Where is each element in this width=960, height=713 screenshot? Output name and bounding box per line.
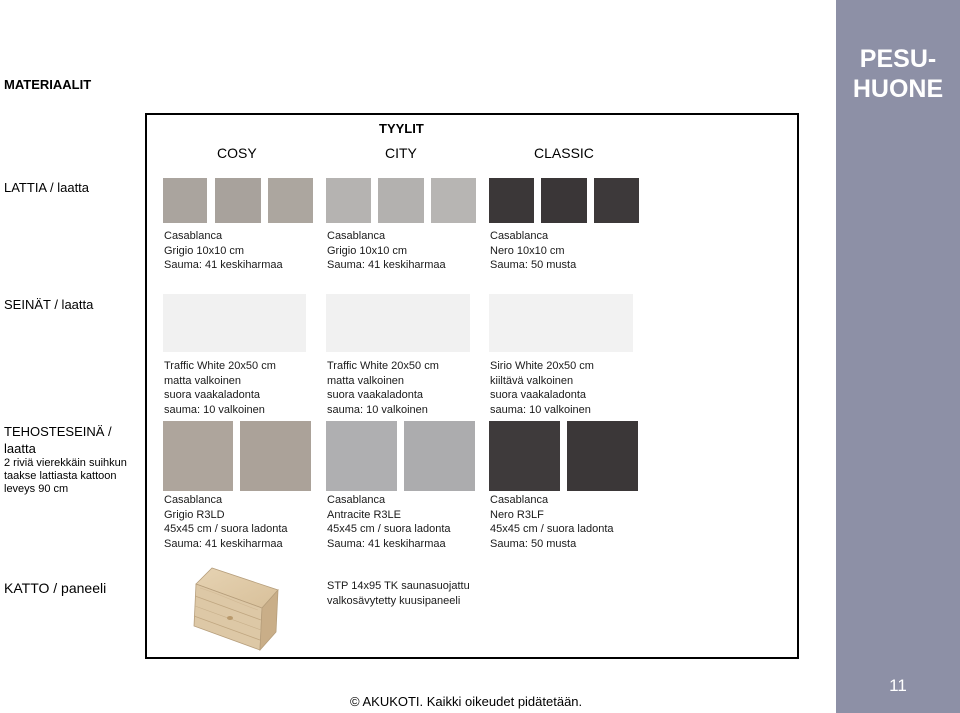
tile-grigio-10x10-city — [431, 178, 476, 223]
section-title-line1: PESU- — [859, 45, 937, 73]
accent-desc-cosy — [164, 493, 288, 551]
accent-desc-city — [327, 493, 451, 551]
row-label-accent-line1: TEHOSTESEINÄ / — [4, 424, 112, 439]
page-number: 11 — [889, 676, 907, 695]
floor-desc-city — [327, 229, 446, 273]
desc-line: valkosävytetty kuusipaneeli — [327, 594, 461, 607]
tile-grigio-10x10 — [268, 178, 313, 223]
tile-antracite-45x45 — [404, 421, 475, 491]
wall-desc-city — [327, 359, 439, 417]
desc-line: Sauma: 50 musta — [490, 259, 577, 271]
ceiling-desc — [327, 579, 470, 608]
section-title — [836, 44, 960, 104]
desc-line: suora vaakaladonta — [490, 389, 587, 401]
desc-line: Casablanca — [490, 494, 549, 506]
tile-grigio-45x45 — [163, 421, 233, 491]
tile-nero-10x10 — [594, 178, 639, 223]
desc-line: Grigio 10x10 cm — [327, 244, 408, 257]
desc-line: sauma: 10 valkoinen — [490, 403, 591, 416]
desc-line: Casablanca — [327, 230, 386, 242]
desc-line: suora vaakaladonta — [327, 389, 424, 401]
desc-line: STP 14x95 TK saunasuojattu — [327, 580, 470, 592]
desc-line: 45x45 cm / suora ladonta — [327, 523, 451, 535]
desc-line: suora vaakaladonta — [164, 389, 261, 401]
wall-desc-classic — [490, 359, 594, 417]
desc-line: Sauma: 41 keskiharmaa — [327, 537, 446, 550]
tile-traffic-white — [163, 294, 306, 352]
tile-grigio-10x10-city — [326, 178, 371, 223]
desc-line: 45x45 cm / suora ladonta — [164, 523, 288, 535]
accent-note-line: 2 riviä vierekkäin suihkun — [4, 457, 127, 469]
floor-desc-cosy — [164, 229, 283, 273]
desc-line: Sauma: 41 keskiharmaa — [164, 537, 283, 550]
desc-line: Grigio 10x10 cm — [164, 244, 245, 257]
desc-line: Antracite R3LE — [327, 508, 401, 521]
column-city: CITY — [385, 145, 417, 161]
tile-grigio-10x10-city — [378, 178, 424, 223]
column-classic: CLASSIC — [534, 145, 594, 161]
desc-line: Traffic White 20x50 cm — [327, 360, 439, 372]
wall-desc-cosy — [164, 359, 276, 417]
tile-nero-45x45 — [489, 421, 560, 491]
tile-nero-10x10 — [489, 178, 534, 223]
accent-note-line: taakse lattiasta kattoon — [4, 470, 117, 482]
desc-line: Casablanca — [327, 494, 386, 506]
page-heading: MATERIAALIT — [4, 77, 92, 92]
desc-line: Sauma: 41 keskiharmaa — [164, 259, 283, 271]
sidebar-band — [836, 0, 960, 713]
tile-grigio-10x10 — [163, 178, 207, 223]
tile-grigio-10x10 — [215, 178, 261, 223]
floor-desc-classic — [490, 229, 576, 273]
desc-line: Sirio White 20x50 cm — [490, 360, 594, 372]
row-label-ceiling: KATTO / paneeli — [4, 580, 107, 596]
desc-line: Casablanca — [490, 230, 549, 242]
desc-line: matta valkoinen — [327, 374, 405, 387]
styles-title: TYYLIT — [379, 121, 424, 136]
desc-line: kiiltävä valkoinen — [490, 374, 574, 387]
desc-line: Traffic White 20x50 cm — [164, 360, 276, 372]
column-cosy: COSY — [217, 145, 257, 161]
desc-line: Nero R3LF — [490, 508, 544, 521]
desc-line: Sauma: 50 musta — [490, 537, 577, 550]
row-label-accent — [4, 423, 112, 457]
desc-line: matta valkoinen — [164, 374, 242, 387]
row-label-walls: SEINÄT / laatta — [4, 297, 94, 312]
desc-line: sauma: 10 valkoinen — [164, 403, 265, 416]
tile-traffic-white — [326, 294, 470, 352]
desc-line: Casablanca — [164, 230, 223, 242]
desc-line: Sauma: 41 keskiharmaa — [327, 259, 446, 271]
desc-line: sauma: 10 valkoinen — [327, 403, 428, 416]
tile-sirio-white — [489, 294, 633, 352]
copyright-notice: © AKUKOTI. Kaikki oikeudet pidätetään. — [350, 694, 583, 709]
desc-line: Casablanca — [164, 494, 223, 506]
desc-line: 45x45 cm / suora ladonta — [490, 523, 614, 535]
section-title-line2: HUONE — [852, 75, 944, 103]
row-label-floor: LATTIA / laatta — [4, 180, 90, 195]
tile-grigio-45x45 — [240, 421, 311, 491]
tile-nero-45x45 — [567, 421, 638, 491]
tile-nero-10x10 — [541, 178, 587, 223]
accent-note — [4, 457, 127, 496]
accent-desc-classic — [490, 493, 614, 551]
tile-antracite-45x45 — [326, 421, 397, 491]
desc-line: Nero 10x10 cm — [490, 244, 565, 257]
row-label-accent-line2: laatta — [4, 441, 36, 456]
accent-note-line: leveys 90 cm — [4, 483, 69, 495]
desc-line: Grigio R3LD — [164, 508, 225, 521]
wood-panel-image — [190, 566, 282, 652]
